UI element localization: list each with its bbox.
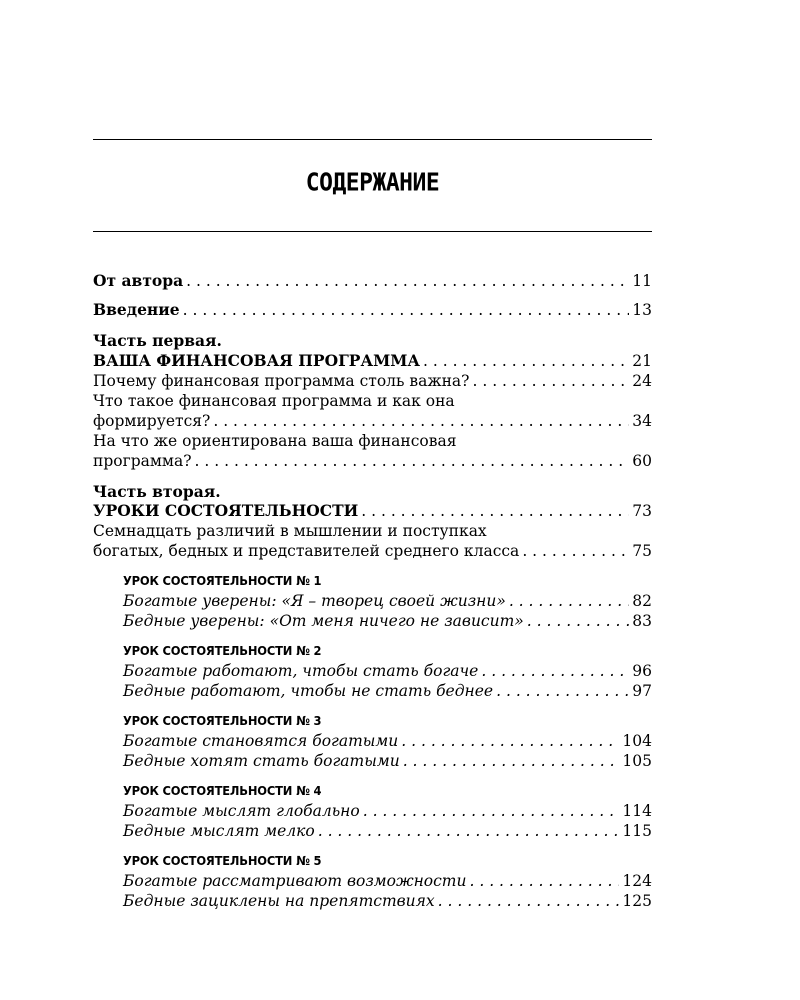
toc-entry-intro[interactable] (93, 300, 652, 322)
toc-entry-label: Богатые становятся богатыми (123, 732, 399, 750)
page-title: СОДЕРЖАНИЕ (305, 168, 440, 198)
toc-entry-label: Богатые уверены: «Я – творец своей жизни» (123, 592, 506, 610)
toc-entry-page: 83 (632, 612, 652, 630)
toc-entry-lesson4-poor[interactable] (123, 821, 652, 843)
part-two-heading: Часть вторая. (93, 482, 221, 501)
dot-leader (509, 591, 629, 611)
toc-entry-part-one-item2[interactable] (93, 411, 652, 433)
toc-entry-label: Богатые рассматривают возможности (123, 872, 467, 890)
dot-leader (423, 351, 629, 371)
toc-entry-page: 73 (632, 502, 652, 520)
toc-entry-lesson5-poor[interactable] (123, 891, 652, 913)
toc-entry-lesson1-rich[interactable] (123, 591, 652, 613)
toc-entry-label: Введение (93, 300, 180, 319)
toc-entry-label: УРОКИ СОСТОЯТЕЛЬНОСТИ (93, 501, 359, 520)
toc-entry-label: ВАША ФИНАНСОВАЯ ПРОГРАММА (93, 351, 421, 370)
toc-entry-lesson2-rich[interactable] (123, 661, 652, 683)
toc-entry-part-one-item1[interactable] (93, 371, 652, 393)
toc-entry-part-two-item1[interactable] (93, 541, 652, 563)
toc-entry-label: Бедные работают, чтобы не стать беднее (123, 682, 494, 700)
toc-entry-page: 97 (632, 682, 652, 700)
dot-leader (527, 611, 629, 631)
toc-entry-label: богатых, бедных и представителей среднего класса (93, 542, 520, 560)
dot-leader (522, 541, 629, 561)
toc-entry-page: 13 (632, 301, 652, 319)
toc-entry-part-one-item3-line1[interactable]: На что же ориентирована ваша финансовая (93, 432, 457, 450)
dot-leader (403, 751, 620, 771)
toc-entry-page: 114 (622, 802, 652, 820)
dot-leader (186, 271, 629, 291)
toc-entry-label: От автора (93, 271, 184, 290)
dot-leader (401, 731, 619, 751)
toc-entry-lesson3-rich[interactable] (123, 731, 652, 753)
toc-entry-part-two-title[interactable] (93, 501, 652, 523)
toc-entry-lesson3-poor[interactable] (123, 751, 652, 773)
toc-entry-label: программа? (93, 452, 192, 470)
toc-entry-page: 104 (622, 732, 652, 750)
toc-entry-lesson1-poor[interactable] (123, 611, 652, 633)
dot-leader (213, 411, 629, 431)
toc-entry-label: Богатые мыслят глобально (123, 802, 360, 820)
dot-leader (496, 681, 629, 701)
toc-entry-page: 11 (632, 272, 652, 290)
toc-entry-label: Бедные зациклены на препятствиях (123, 892, 435, 910)
toc-entry-lesson5-rich[interactable] (123, 871, 652, 893)
toc-entry-page: 105 (622, 752, 652, 770)
dot-leader (469, 871, 619, 891)
toc-entry-part-one-item3[interactable] (93, 451, 652, 473)
lesson-heading: УРОК СОСТОЯТЕЛЬНОСТИ № 4 (123, 783, 322, 798)
dot-leader (363, 801, 620, 821)
toc-entry-label: Бедные мыслят мелко (123, 822, 315, 840)
toc-entry-page: 115 (622, 822, 652, 840)
toc-entry-page: 82 (632, 592, 652, 610)
toc-entry-part-one-title[interactable] (93, 351, 652, 373)
dot-leader (183, 300, 630, 320)
toc-entry-lesson4-rich[interactable] (123, 801, 652, 823)
toc-entry-page: 124 (622, 872, 652, 890)
toc-entry-label: Бедные уверены: «От меня ничего не зависит» (123, 612, 524, 630)
toc-entry-page: 75 (632, 542, 652, 560)
toc-entry-page: 60 (632, 452, 652, 470)
dot-leader (472, 371, 629, 391)
toc-entry-page: 34 (632, 412, 652, 430)
toc-entry-label: Богатые работают, чтобы стать богаче (123, 662, 479, 680)
toc-entry-part-one-item2-line1[interactable]: Что такое финансовая программа и как она (93, 392, 455, 410)
part-one-heading: Часть первая. (93, 331, 222, 350)
toc-entry-label: Бедные хотят стать богатыми (123, 752, 400, 770)
dot-leader (481, 661, 629, 681)
toc-entry-page: 96 (632, 662, 652, 680)
bottom-rule (93, 231, 652, 232)
dot-leader (361, 501, 629, 521)
lesson-heading: УРОК СОСТОЯТЕЛЬНОСТИ № 5 (123, 853, 322, 868)
toc-entry-label: формируется? (93, 412, 211, 430)
toc-entry-page: 125 (622, 892, 652, 910)
dot-leader (438, 891, 620, 911)
toc-entry-lesson2-poor[interactable] (123, 681, 652, 703)
dot-leader (318, 821, 620, 841)
toc-entry-author[interactable] (93, 271, 652, 293)
toc-entry-part-two-item1-line1[interactable]: Семнадцать различий в мышлении и поступках (93, 522, 487, 540)
dot-leader (195, 451, 630, 471)
lesson-heading: УРОК СОСТОЯТЕЛЬНОСТИ № 2 (123, 643, 322, 658)
toc-entry-page: 21 (632, 352, 652, 370)
top-rule (93, 139, 652, 140)
lesson-heading: УРОК СОСТОЯТЕЛЬНОСТИ № 1 (123, 573, 322, 588)
toc-entry-label: Почему финансовая программа столь важна? (93, 372, 470, 390)
lesson-heading: УРОК СОСТОЯТЕЛЬНОСТИ № 3 (123, 713, 322, 728)
toc-entry-page: 24 (632, 372, 652, 390)
